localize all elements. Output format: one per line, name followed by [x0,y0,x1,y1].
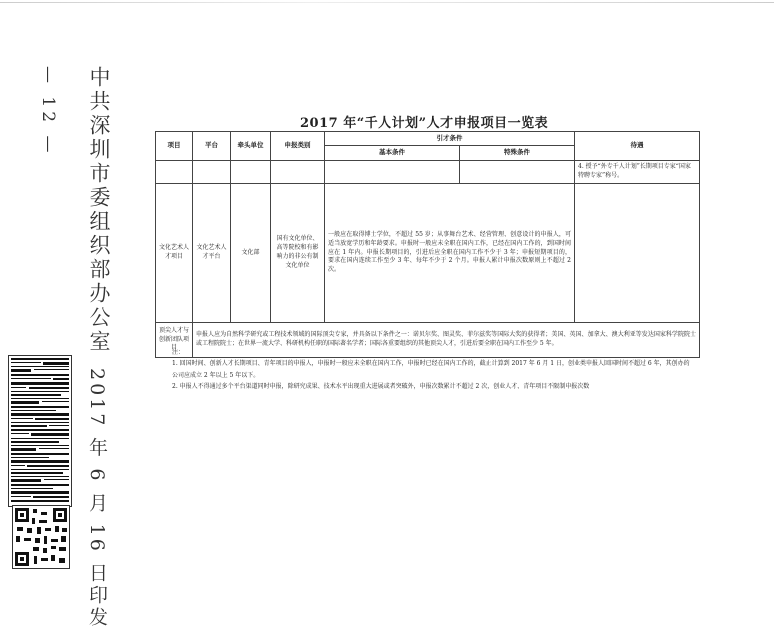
issuing-office: 中共深圳市委组织部办公室 [87,66,111,354]
top-talent-project: 顶尖人才与创新团队项目 [156,322,193,357]
talent-project-table [155,131,700,358]
header-lead-unit: 牵头单位 [231,132,271,161]
header-project: 项目 [156,132,193,161]
header-special: 特殊条件 [460,146,575,160]
notes-label: 注： [172,349,185,356]
culture-category: 国有文化单位、高等院校和有影响力的非公有制文化单位 [271,183,325,322]
header-category: 申报类别 [271,132,325,161]
page-number: — 12 — [38,66,58,157]
table-row-culture [156,183,700,322]
print-date: 2017 年 6 月 16 日印发 [86,368,108,629]
header-platform: 平台 [193,132,231,161]
culture-basic-conditions: 一般应在取得博士学位，不超过 55 岁；从事舞台艺术、经营管理、创意设计的申报人，可适当放宽学历和年龄要求。申报时一般应未全职在国内工作，已经在国内工作的，到国时间应在 1 年内。申报长期项目的，引进后应全职在国内工作不少于 3 年；申报短期项目的，要求在国内连续工作至少 3 年、每年不少于 2 个月。申报人累计申报次数原则上不超过 2 次。 [325,183,575,322]
top-talent-content: 申报人应为自然科学研究或工程技术领域的国际顶尖专家，并具备以下条件之一：诺贝尔奖、图灵奖、菲尔兹奖等国际大奖的获得者；美国、英国、加拿大、澳大利亚等发达国家科学院院士或工程院院士；在世界一流大学、科研机构任职的国际著名学者；国际各重要组织的其他顶尖人才，引进后要全职在国内工作至少 5 年。 [193,322,700,357]
note-item-2: 2. 申报人不得通过多个平台渠道同时申报，除研究成果、技术水平出现重大进展或者突破外，申报次数累计不超过 2 次，创业人才、青年项目不限制申报次数 [172,383,590,391]
document-title: 2017 年“千人计划”人才申报项目一览表 [300,116,549,131]
qr-code [12,505,70,569]
culture-lead-unit: 文化部 [231,183,271,322]
table-row-continued [156,160,700,183]
table-header-row [156,132,700,146]
barcode [8,355,72,507]
header-basic: 基本条件 [325,146,460,160]
prev-row-treatment: 4. 授予“外专千人计划”长期项目专家“国家特聘专家”称号。 [575,160,700,183]
culture-platform: 文化艺术人才平台 [193,183,231,322]
header-treatment: 待遇 [575,132,700,161]
notes-section [172,347,692,393]
culture-project: 文化艺术人才项目 [156,183,193,322]
header-talent-conditions: 引才条件 [325,132,575,146]
page-edge [0,2,774,3]
note-item-1: 1. 回国时间、创新人才长期项目、青年项目的申报人，申报时一般应未全职在国内工作，申报时已经在国内工作的，截止计算到 2017 年 6 月 1 日，创业类申报人回国时间不超过 6 年，其创办的公司应成立 2 年以上 5 年以下。 [172,360,690,379]
